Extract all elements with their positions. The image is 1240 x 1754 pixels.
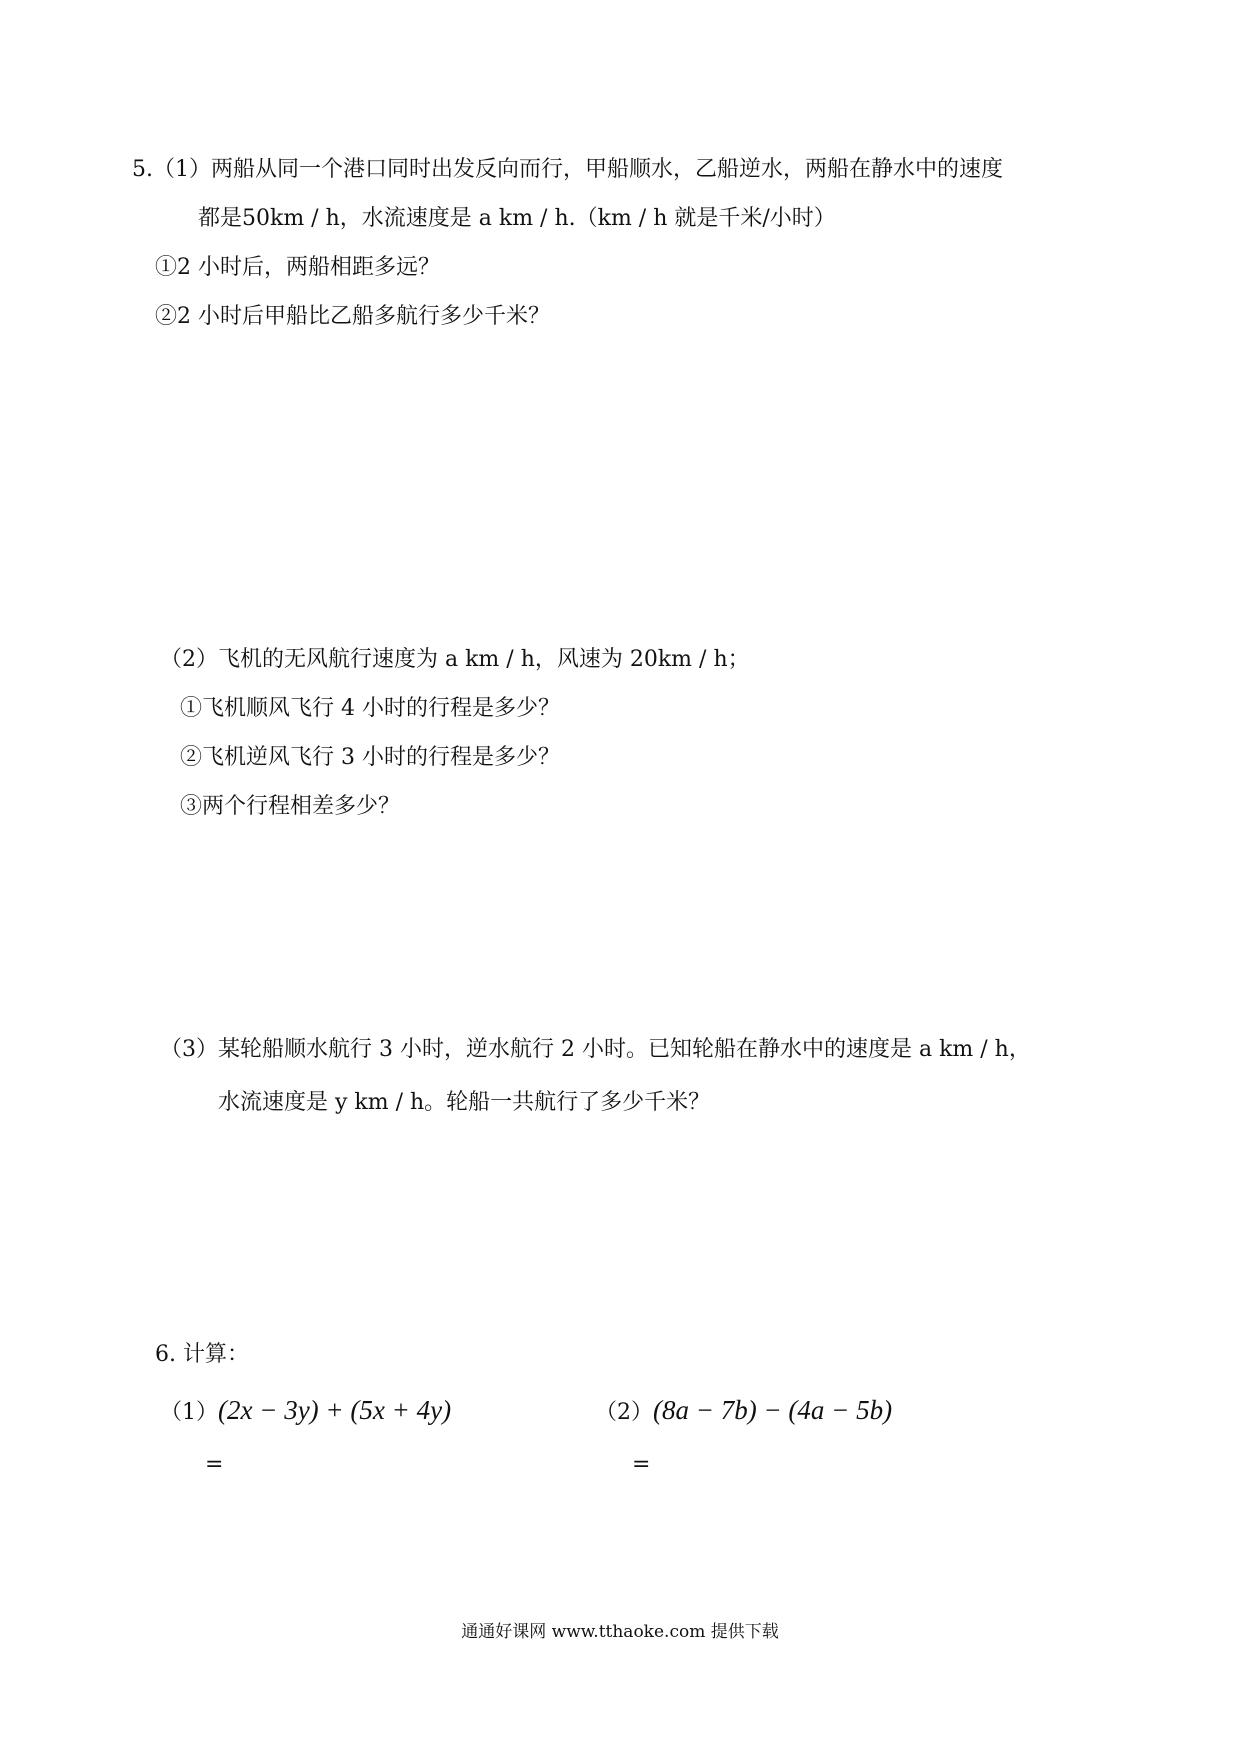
q6-item2-equals: = xyxy=(632,1452,651,1477)
q5-part2-subquestion2: ②飞机逆风飞行 3 小时的行程是多少？ xyxy=(180,745,560,770)
q5-part2-subquestion3: ③两个行程相差多少？ xyxy=(180,794,401,819)
q6-item2-expression: (8a − 7b) − (4a − 5b) xyxy=(653,1395,893,1425)
q6-item2 xyxy=(595,1395,892,1428)
footer-credit: 通通好课网 www.tthaoke.com 提供下载 xyxy=(461,1622,779,1642)
q6-item1-expression: (2x − 3y) + (5x + 4y) xyxy=(218,1395,452,1425)
q5-part1-line2: 都是50km / h，水流速度是 a km / h.（km / h 就是千米/小时） xyxy=(198,206,836,231)
q6-item1-label: （1） xyxy=(160,1400,218,1425)
q5-part2-line1: （2）飞机的无风航行速度为 a km / h，风速为 20km / h； xyxy=(160,647,750,672)
q6-item1-equals: = xyxy=(205,1452,224,1477)
q5-part1-subquestion2: ②2 小时后甲船比乙船多航行多少千米？ xyxy=(155,304,550,329)
q5-part1-subquestion1: ①2 小时后，两船相距多远？ xyxy=(155,255,440,280)
q5-part3-line2: 水流速度是 y km / h。轮船一共航行了多少千米？ xyxy=(218,1090,711,1115)
q5-part1-line1: 5.（1）两船从同一个港口同时出发反向而行，甲船顺水，乙船逆水，两船在静水中的速度 xyxy=(132,157,1003,182)
q6-item2-label: （2） xyxy=(595,1400,653,1425)
q6-item1 xyxy=(160,1395,451,1428)
q6-title: 6. 计算： xyxy=(155,1342,249,1367)
q5-part2-subquestion1: ①飞机顺风飞行 4 小时的行程是多少？ xyxy=(180,696,560,721)
q5-part3-line1: （3）某轮船顺水航行 3 小时，逆水航行 2 小时。已知轮船在静水中的速度是 a km / h， xyxy=(160,1037,1031,1062)
